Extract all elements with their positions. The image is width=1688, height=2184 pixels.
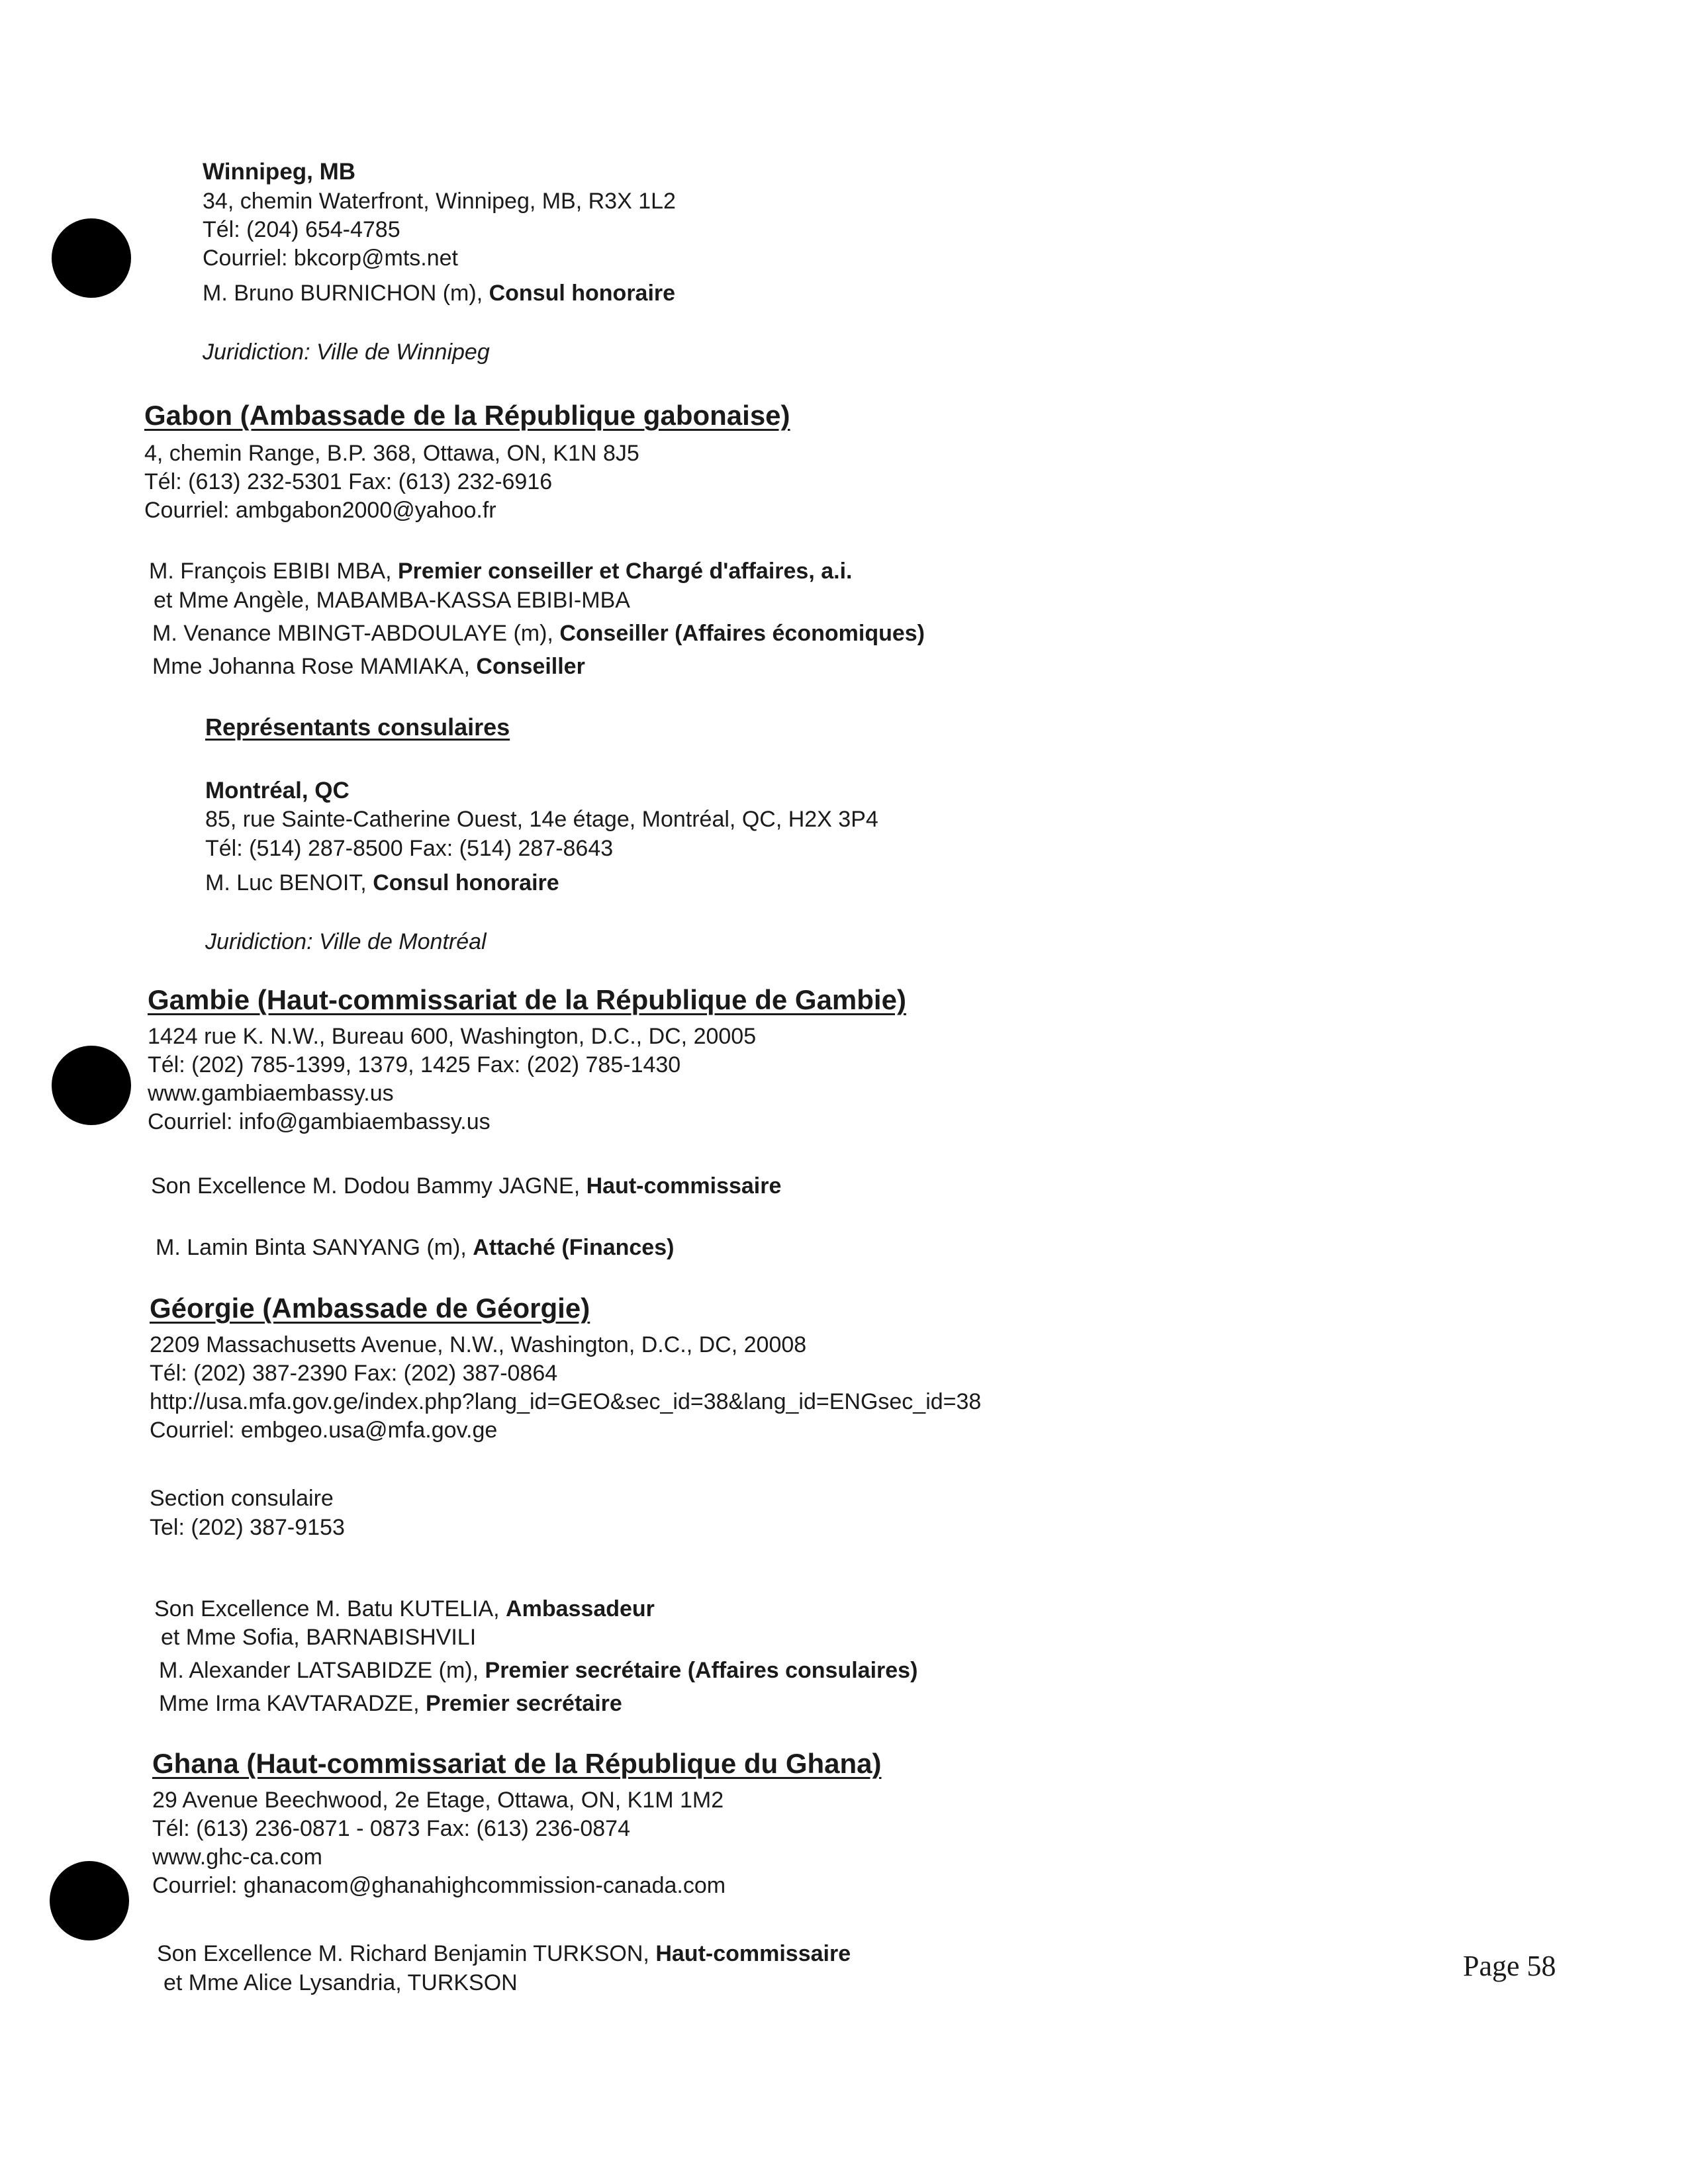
punch-hole-top <box>52 218 131 298</box>
gabon-address: 4, chemin Range, B.P. 368, Ottawa, ON, K1N 8J5 <box>144 441 639 466</box>
staff-name: et Mme Alice Lysandria, TURKSON <box>164 1970 518 1995</box>
staff-name: Mme Irma KAVTARADZE, <box>159 1691 420 1716</box>
georgie-email: Courriel: embgeo.usa@mfa.gov.ge <box>150 1418 498 1443</box>
ghana-web: www.ghc-ca.com <box>152 1844 322 1870</box>
ghana-header: Ghana (Haut-commissariat de la République du Ghana) <box>152 1748 882 1779</box>
gabon-staff-4 <box>152 653 585 680</box>
gambie-email: Courriel: info@gambiaembassy.us <box>148 1109 491 1134</box>
gabon-header: Gabon (Ambassade de la République gabonaise) <box>144 400 790 431</box>
staff-name: Mme Johanna Rose MAMIAKA, <box>152 654 470 679</box>
gabon-staff-3 <box>152 620 925 647</box>
ghana-tel: Tél: (613) 236-0871 - 0873 Fax: (613) 236-0874 <box>152 1816 631 1841</box>
montreal-address: 85, rue Sainte-Catherine Ouest, 14e étage, Montréal, QC, H2X 3P4 <box>205 807 878 832</box>
staff-title: Attaché (Finances) <box>473 1235 675 1260</box>
montreal-tel: Tél: (514) 287-8500 Fax: (514) 287-8643 <box>205 836 614 861</box>
winnipeg-address: 34, chemin Waterfront, Winnipeg, MB, R3X 1L2 <box>203 189 676 214</box>
staff-title: Conseiller <box>476 654 585 679</box>
gambie-staff-2 <box>156 1234 674 1261</box>
winnipeg-email: Courriel: bkcorp@mts.net <box>203 246 458 271</box>
staff-name: M. Alexander LATSABIDZE (m), <box>159 1658 479 1683</box>
staff-title: Conseiller (Affaires économiques) <box>559 621 925 646</box>
person-title: Consul honoraire <box>373 870 559 895</box>
staff-name: M. Venance MBINGT-ABDOULAYE (m), <box>152 621 553 646</box>
gambie-address: 1424 rue K. N.W., Bureau 600, Washington, D.C., DC, 20005 <box>148 1024 757 1049</box>
gabon-email: Courriel: ambgabon2000@yahoo.fr <box>144 498 496 523</box>
person-title: Consul honoraire <box>489 281 676 306</box>
winnipeg-jurisdiction: Juridiction: Ville de Winnipeg <box>203 340 490 365</box>
staff-name: M. François EBIBI MBA, <box>149 559 392 584</box>
winnipeg-person <box>203 280 675 306</box>
montreal-person <box>205 870 559 896</box>
ghana-email: Courriel: ghanacom@ghanahighcommission-canada.com <box>152 1873 726 1898</box>
staff-name: Son Excellence M. Dodou Bammy JAGNE, <box>151 1173 581 1199</box>
staff-title: Haut-commissaire <box>655 1941 851 1966</box>
georgie-address: 2209 Massachusetts Avenue, N.W., Washington, D.C., DC, 20008 <box>150 1332 807 1357</box>
gabon-consular-header: Représentants consulaires <box>205 713 510 741</box>
page-number: Page 58 <box>1463 1950 1556 1982</box>
georgie-staff-3 <box>159 1657 917 1684</box>
staff-title: Premier conseiller et Chargé d'affaires, a.i. <box>397 559 853 584</box>
staff-name: et Mme Sofia, BARNABISHVILI <box>161 1625 477 1650</box>
georgie-section: Section consulaire <box>150 1486 334 1511</box>
winnipeg-tel: Tél: (204) 654-4785 <box>203 217 400 242</box>
staff-title: Premier secrétaire (Affaires consulaires) <box>485 1658 918 1683</box>
staff-title: Ambassadeur <box>506 1596 655 1621</box>
gambie-tel: Tél: (202) 785-1399, 1379, 1425 Fax: (202) 785-1430 <box>148 1052 681 1077</box>
georgie-header: Géorgie (Ambassade de Géorgie) <box>150 1293 590 1324</box>
staff-name: M. Lamin Binta SANYANG (m), <box>156 1235 467 1260</box>
georgie-staff-4 <box>159 1690 622 1717</box>
person-name: M. Bruno BURNICHON (m), <box>203 281 483 306</box>
gabon-tel: Tél: (613) 232-5301 Fax: (613) 232-6916 <box>144 469 553 494</box>
punch-hole-middle <box>52 1046 131 1125</box>
punch-hole-bottom <box>50 1861 129 1940</box>
gabon-staff-2 <box>154 587 630 614</box>
person-name: M. Luc BENOIT, <box>205 870 367 895</box>
ghana-address: 29 Avenue Beechwood, 2e Etage, Ottawa, ON, K1M 1M2 <box>152 1788 724 1813</box>
gambie-staff-1 <box>151 1173 781 1199</box>
georgie-tel: Tél: (202) 387-2390 Fax: (202) 387-0864 <box>150 1361 558 1386</box>
gambie-header: Gambie (Haut-commissariat de la République de Gambie) <box>148 984 906 1015</box>
ghana-staff-1 <box>157 1940 851 1967</box>
staff-name: et Mme Angèle, MABAMBA-KASSA EBIBI-MBA <box>154 588 630 613</box>
gambie-web: www.gambiaembassy.us <box>148 1081 394 1106</box>
georgie-staff-1 <box>154 1596 655 1622</box>
staff-title: Haut-commissaire <box>586 1173 782 1199</box>
georgie-section-tel: Tel: (202) 387-9153 <box>150 1515 345 1540</box>
staff-name: Son Excellence M. Batu KUTELIA, <box>154 1596 500 1621</box>
ghana-staff-2 <box>164 1970 518 1996</box>
staff-name: Son Excellence M. Richard Benjamin TURKSON, <box>157 1941 649 1966</box>
georgie-staff-2 <box>161 1624 476 1651</box>
winnipeg-city: Winnipeg, MB <box>203 159 356 185</box>
georgie-web: http://usa.mfa.gov.ge/index.php?lang_id=GEO&sec_id=38&lang_id=ENGsec_id=38 <box>150 1389 982 1414</box>
staff-title: Premier secrétaire <box>426 1691 622 1716</box>
montreal-city: Montréal, QC <box>205 778 350 803</box>
montreal-jurisdiction: Juridiction: Ville de Montréal <box>205 929 487 954</box>
gabon-staff-1 <box>149 558 852 584</box>
